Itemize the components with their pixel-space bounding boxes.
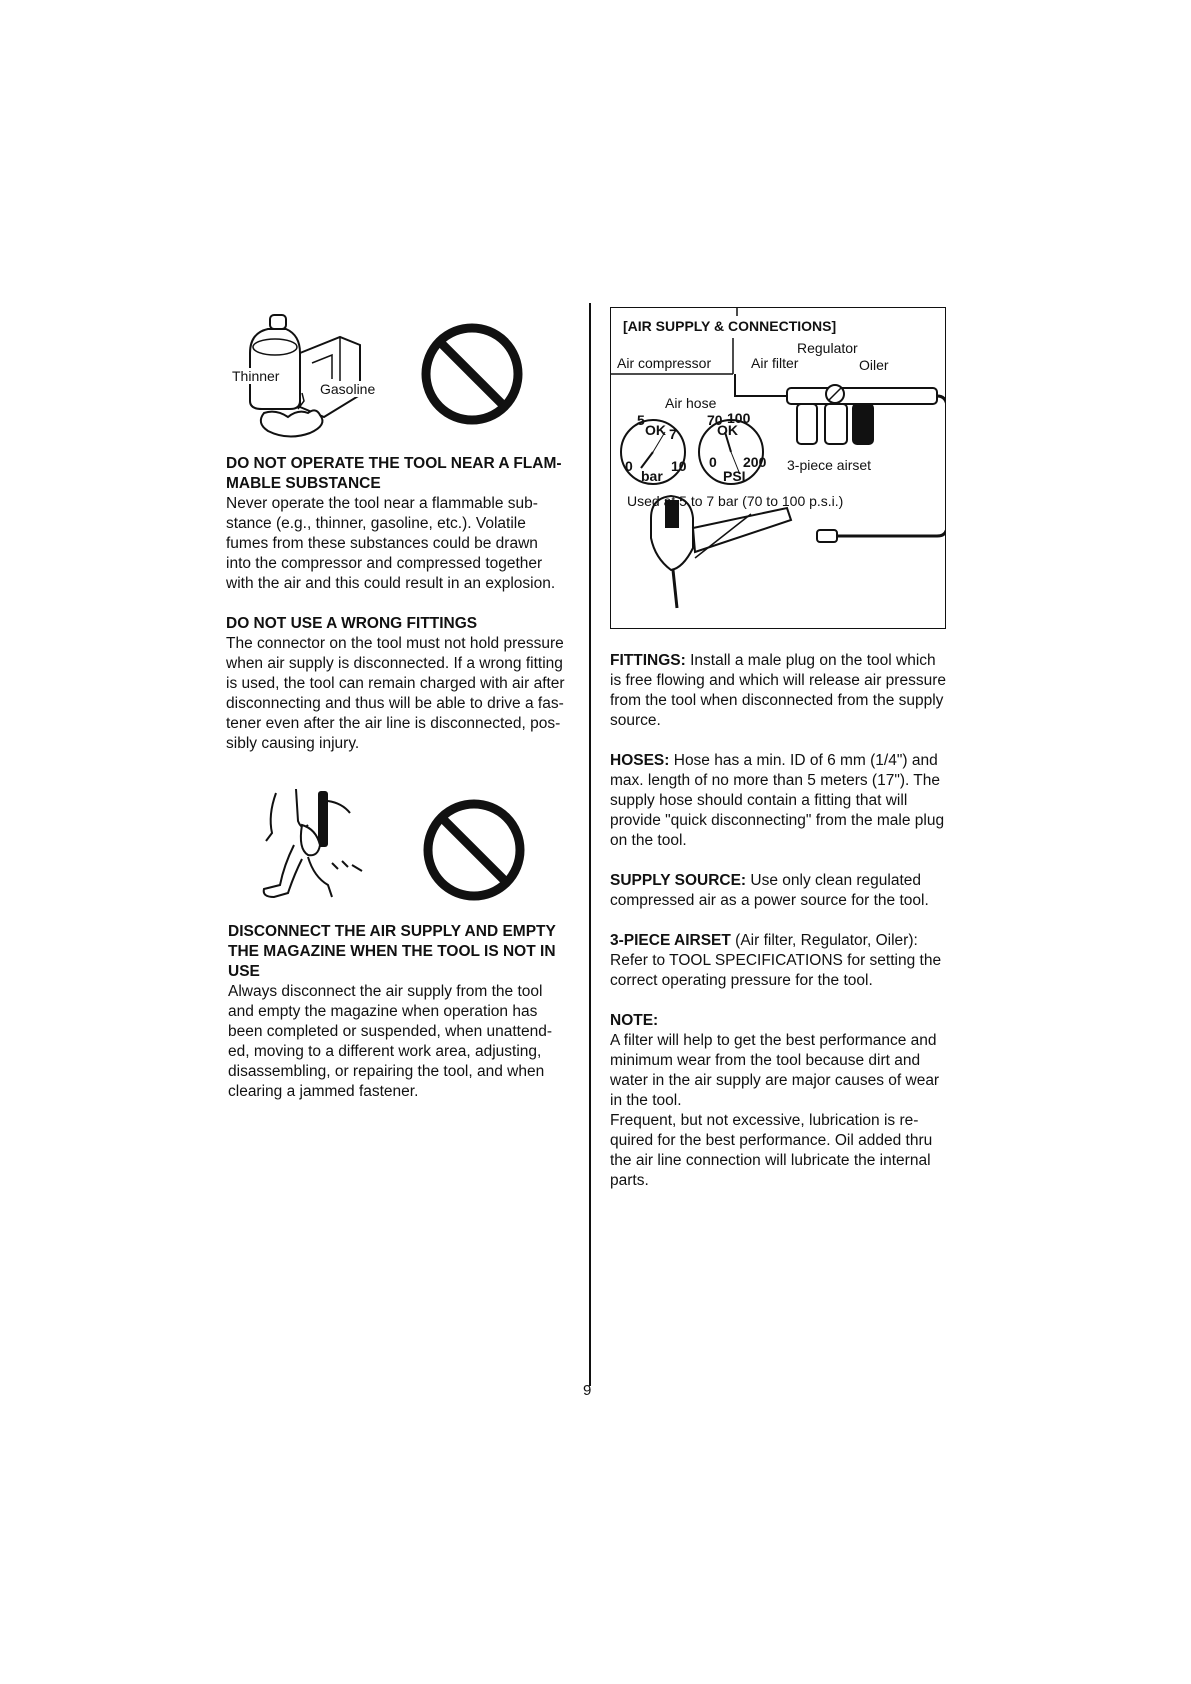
fittings-label: FITTINGS: (610, 652, 686, 669)
bar-gauge-min: 0 (625, 458, 633, 474)
psi-gauge-min: 0 (709, 454, 717, 470)
prohibition-icon (420, 796, 528, 904)
section-fittings-warning (226, 614, 566, 754)
airset-paragraph (610, 931, 950, 991)
diagram-title: [AIR SUPPLY & CONNECTIONS] (623, 318, 837, 334)
bar-gauge-max: 10 (671, 458, 687, 474)
thinner-label: Thinner (232, 368, 280, 384)
page-number: 9 (583, 1382, 592, 1399)
gasoline-label: Gasoline (320, 381, 376, 397)
supply-source-paragraph (610, 871, 950, 911)
bar-gauge-unit: bar (641, 468, 663, 484)
person-carrying-tool-illustration (258, 785, 378, 905)
psi-gauge-ok: OK (717, 422, 738, 438)
airset-label: 3-PIECE AIRSET (610, 932, 731, 949)
section-body: Never operate the tool near a flammable sub-stance (e.g., thinner, gasoline, etc.). Volatile fumes from these substances could be drawn into the compressor and compressed together with the air and this could result in an explosion. (226, 495, 556, 592)
oiler-label: Oiler (859, 357, 889, 373)
section-flammable (226, 454, 566, 594)
flammable-substances-illustration (228, 313, 398, 448)
psi-gauge-low: 70 (707, 412, 723, 428)
hoses-label: HOSES: (610, 752, 670, 769)
note-heading: NOTE: (610, 1012, 659, 1029)
column-divider (589, 303, 591, 1386)
hoses-paragraph (610, 751, 950, 851)
section-heading: DISCONNECT THE AIR SUPPLY AND EMPTY THE MAGAZINE WHEN THE TOOL IS NOT IN USE (228, 923, 556, 980)
supply-source-label: SUPPLY SOURCE: (610, 872, 747, 889)
psi-gauge-high: 100 (727, 410, 751, 426)
psi-gauge-max: 200 (743, 454, 767, 470)
section-body: Always disconnect the air supply from the tool and empty the magazine when operation has been completed or suspended, when unattend-ed, moving to a different work area, adjusting, disassembling, or repairing the tool, and when clearing a jammed fastener. (228, 983, 553, 1100)
fittings-text: Install a male plug on the tool which is free flowing and which will release air pressure from the tool when disconnected from the supply source. (610, 652, 946, 729)
air-filter-label: Air filter (751, 355, 799, 371)
section-heading: DO NOT OPERATE THE TOOL NEAR A FLAM-MABLE SUBSTANCE (226, 455, 562, 492)
note-paragraph-1: A filter will help to get the best performance and minimum wear from the tool because dirt and water in the air supply are major causes of wear in the tool. (610, 1032, 940, 1109)
bar-gauge-high: 7 (669, 426, 677, 442)
air-hose-label: Air hose (665, 395, 717, 411)
usage-label: Used at 5 to 7 bar (70 to 100 p.s.i.) (627, 493, 844, 509)
psi-gauge-unit: PSI (723, 468, 746, 484)
section-body: The connector on the tool must not hold pressure when air supply is disconnected. If a wrong fitting is used, the tool can remain charged with air after disconnecting and thus will be able to drive a fas-tener even after the air line is disconnected, pos-sibly causing injury. (226, 635, 565, 752)
hoses-text: Hose has a min. ID of 6 mm (1/4") and max. length of no more than 5 meters (17"). The supply hose should contain a fitting that will provide "quick disconnecting" from the male plug on the tool. (610, 752, 945, 849)
fittings-paragraph (610, 651, 950, 731)
section-heading: DO NOT USE A WRONG FITTINGS (226, 615, 478, 632)
airset-text: (Air filter, Regulator, Oiler): Refer to TOOL SPECIFICATIONS for setting the correct operating pressure for the tool. (610, 932, 942, 989)
airset-label: 3-piece airset (787, 457, 872, 473)
regulator-label: Regulator (797, 340, 858, 356)
air-supply-diagram (610, 307, 946, 629)
note-section (610, 1011, 950, 1191)
note-paragraph-2: Frequent, but not excessive, lubrication is re-quired for the best performance. Oil added thru the air line connection will lubricate the internal parts. (610, 1112, 933, 1189)
air-compressor-label: Air compressor (617, 355, 712, 371)
supply-source-text: Use only clean regulated compressed air as a power source for the tool. (610, 872, 929, 909)
section-disconnect (228, 922, 568, 1102)
prohibition-icon (418, 320, 526, 428)
bar-gauge-ok: OK (645, 422, 666, 438)
bar-gauge-low: 5 (637, 412, 645, 428)
